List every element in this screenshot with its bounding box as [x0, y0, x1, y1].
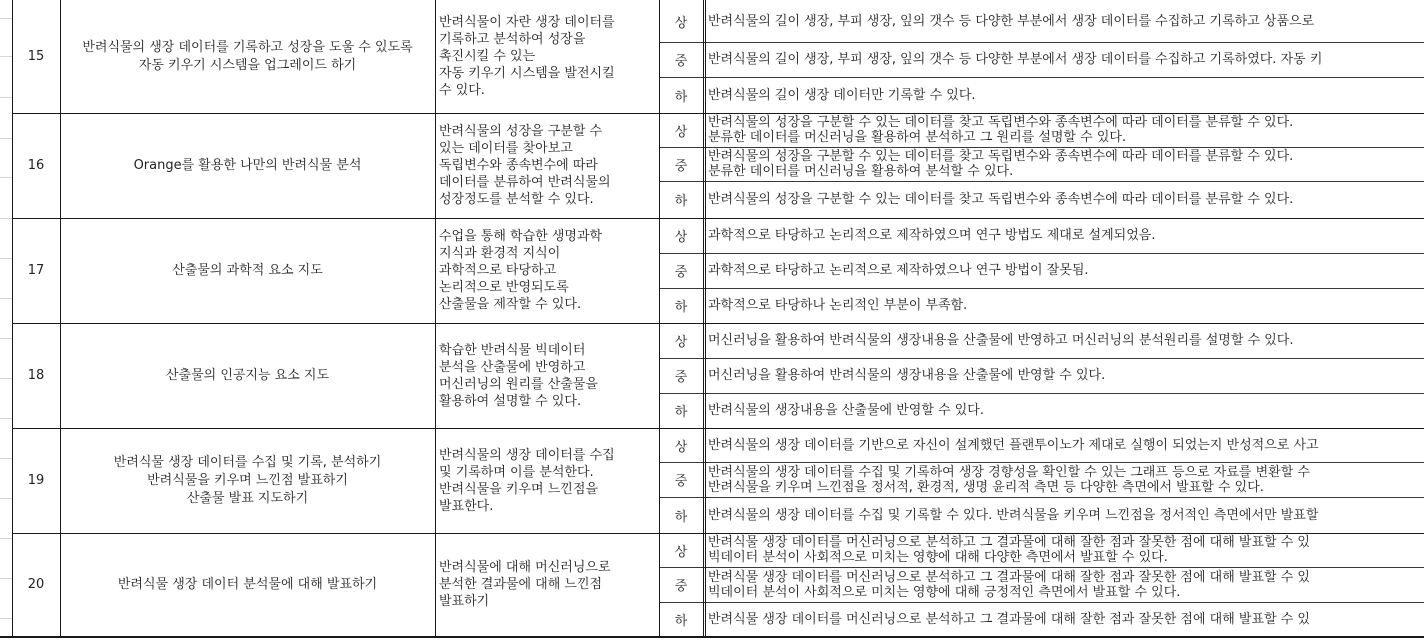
bottom-border	[0, 636, 1424, 638]
criteria-cell[interactable]	[704, 323, 1424, 358]
sub-row-divider	[659, 42, 1424, 43]
criteria-line: 빅데이터 분석이 사회적으로 미치는 영향에 대해 다양한 측면에서 발표할 수 있다.	[708, 550, 1168, 565]
row-number-cell[interactable]	[12, 428, 60, 533]
goal-line: 활용하여 설명할 수 있다.	[439, 393, 582, 409]
level-label: 상	[674, 15, 688, 31]
goal-line: 자동 키우기 시스템을 발전시킬	[439, 66, 615, 81]
row-number-cell[interactable]	[12, 0, 60, 113]
column-divider	[703, 0, 704, 636]
level-label: 중	[674, 54, 688, 69]
criteria-cell[interactable]	[704, 533, 1424, 567]
goal-line: 발표하기	[439, 594, 490, 609]
criteria-line: 빅데이터 분석이 사회적으로 미치는 영향에 대해 긍정적인 측면에서 발표할 수 있다.	[708, 584, 1181, 600]
goal-line: 데이터를 분류하여 반려식물의	[439, 175, 611, 190]
criteria-line: 반려식물의 길이 생장 데이터만 기록할 수 있다.	[708, 87, 976, 103]
criteria-cell[interactable]	[704, 462, 1424, 497]
level-cell[interactable]	[659, 533, 703, 567]
goal-line: 성장정도를 분석할 수 있다.	[439, 192, 594, 207]
criteria-cell[interactable]	[704, 147, 1424, 181]
criteria-line: 반려식물의 길이 생장, 부피 생장, 잎의 갯수 등 다양한 부분에서 생장 데이터를 수집하고 기록하였다. 자동 키	[708, 52, 1323, 67]
goal-line: 분석한 결과물에 대해 느낀점	[439, 577, 603, 592]
criteria-line: 과학적으로 타당하나 논리적인 부분이 부족함.	[708, 298, 968, 313]
sub-row-divider	[659, 288, 1424, 289]
row-number-cell[interactable]	[12, 218, 60, 323]
goal-line: 분석을 산출물에 반영하고	[439, 359, 586, 375]
criteria-line: 반려식물의 생장 데이터를 수집 및 기록할 수 있다. 반려식물을 키우며 느낀점을 정서적인 측면에서만 발표할	[708, 507, 1319, 523]
topic-cell[interactable]	[60, 113, 435, 218]
goal-cell[interactable]	[435, 533, 659, 636]
goal-line: 수 있다.	[439, 83, 485, 98]
row-number: 19	[27, 473, 45, 488]
level-cell[interactable]	[659, 253, 703, 288]
level-cell[interactable]	[659, 288, 703, 323]
criteria-cell[interactable]	[704, 0, 1424, 42]
gutter-gridline	[0, 97, 12, 98]
criteria-cell[interactable]	[704, 428, 1424, 462]
criteria-cell[interactable]	[704, 567, 1424, 602]
topic-cell[interactable]	[60, 0, 435, 113]
level-cell[interactable]	[659, 0, 703, 42]
column-divider	[435, 0, 436, 636]
level-cell[interactable]	[659, 358, 703, 393]
goal-line: 및 기록하며 이를 분석한다.	[439, 464, 594, 480]
gutter-gridline	[0, 56, 12, 57]
criteria-line: 반려식물의 생장 데이터를 기반으로 자신이 설계했던 플랜투이노가 제대로 실행이 되었는지 반성적으로 사고	[708, 437, 1319, 453]
criteria-line: 반려식물의 생장 데이터를 수집 및 기록하여 생장 경향성을 확인할 수 있는 그래프 등으로 자료를 변환할 수	[708, 464, 1310, 480]
gutter-gridline	[0, 498, 12, 499]
gutter-gridline	[0, 177, 12, 178]
column-divider	[12, 0, 13, 636]
goal-line: 학습한 반려식물 빅데이터	[439, 342, 586, 358]
sub-row-divider	[659, 253, 1424, 254]
goal-cell[interactable]	[435, 323, 659, 428]
goal-line: 머신러닝의 원리를 산출물을	[439, 376, 598, 392]
row-number: 20	[27, 577, 45, 592]
sub-row-divider	[659, 602, 1424, 603]
criteria-line: 반려식물 생장 데이터를 머신러닝으로 분석하고 그 결과물에 대해 잘한 점과 잘못한 점에 대해 발표할 수 있	[708, 569, 1310, 585]
criteria-line: 분류한 데이터를 머신러닝을 활용하여 분석하고 그 원리를 설명할 수 있다.	[708, 130, 1127, 145]
level-cell[interactable]	[659, 218, 703, 253]
criteria-line: 반려식물의 성장을 구분할 수 있는 데이터를 찾고 독립변수와 종속변수에 따라 데이터를 분류할 수 있다.	[708, 115, 1294, 130]
sub-row-divider	[659, 358, 1424, 359]
level-label: 중	[674, 474, 688, 489]
criteria-cell[interactable]	[704, 358, 1424, 393]
criteria-line: 과학적으로 타당하고 논리적으로 제작하였으나 연구 방법이 잘못됨.	[708, 263, 1089, 278]
level-label: 상	[674, 439, 688, 455]
topic-line: 산출물의 과학적 요소 지도	[172, 262, 323, 278]
criteria-line: 반려식물의 성장을 구분할 수 있는 데이터를 찾고 독립변수와 종속변수에 따라 데이터를 분류할 수 있다.	[708, 149, 1294, 164]
goal-line: 촉진시킬 수 있는	[439, 49, 536, 64]
level-cell[interactable]	[659, 428, 703, 462]
level-label: 상	[674, 335, 688, 350]
criteria-line: 반려식물의 성장을 구분할 수 있는 데이터를 찾고 독립변수와 종속변수에 따라 데이터를 분류할 수 있다.	[708, 192, 1294, 207]
topic-line: Orange를 활용한 나만의 반려식물 분석	[133, 157, 362, 173]
goal-line: 논리적으로 반영되도록	[439, 280, 569, 295]
level-label: 중	[674, 265, 688, 280]
row-number: 16	[27, 158, 45, 173]
goal-line: 반려식물에 대해 머신러닝으로	[439, 560, 611, 575]
level-cell[interactable]	[659, 497, 703, 533]
topic-cell[interactable]	[60, 533, 435, 636]
goal-line: 지식과 환경적 지식이	[439, 246, 561, 261]
level-label: 하	[674, 300, 688, 315]
level-label: 하	[674, 613, 688, 629]
topic-cell[interactable]	[60, 428, 435, 533]
criteria-line: 머신러닝을 활용하여 반려식물의 생장내용을 산출물에 반영할 수 있다.	[708, 368, 1106, 383]
level-cell[interactable]	[659, 602, 703, 636]
level-cell[interactable]	[659, 462, 703, 497]
criteria-line: 분류한 데이터를 머신러닝을 활용하여 분석할 수 있다.	[708, 164, 1014, 179]
row-number: 15	[27, 49, 45, 64]
goal-line: 반려식물의 생장 데이터를 수집	[439, 447, 615, 463]
sub-row-divider	[659, 497, 1424, 498]
criteria-cell[interactable]	[704, 77, 1424, 113]
topic-line: 자동 키우기 시스템을 업그레이드 하기	[138, 57, 357, 73]
criteria-cell[interactable]	[704, 288, 1424, 323]
gutter-gridline	[0, 618, 12, 619]
criteria-cell[interactable]	[704, 497, 1424, 533]
goal-line: 반려식물을 키우며 느낀점을	[439, 481, 598, 497]
sub-row-divider	[659, 77, 1424, 78]
topic-line: 산출물의 인공지능 요소 지도	[165, 367, 330, 383]
gutter-gridline	[0, 258, 12, 259]
sub-row-divider	[659, 181, 1424, 182]
topic-cell[interactable]	[60, 323, 435, 428]
gutter-gridline	[0, 338, 12, 339]
row-number-cell[interactable]	[12, 533, 60, 636]
sub-row-divider	[659, 147, 1424, 148]
goal-line: 기록하고 분석하여 성장을	[439, 32, 586, 47]
level-label: 상	[674, 544, 688, 560]
criteria-cell[interactable]	[704, 113, 1424, 147]
goal-cell[interactable]	[435, 0, 659, 113]
criteria-cell[interactable]	[704, 218, 1424, 253]
level-cell[interactable]	[659, 323, 703, 358]
level-label: 상	[674, 230, 688, 245]
level-cell[interactable]	[659, 181, 703, 218]
sub-row-divider	[659, 462, 1424, 463]
row-number: 18	[27, 368, 45, 383]
level-label: 중	[674, 370, 688, 385]
goal-line: 발표한다.	[439, 498, 494, 514]
criteria-cell[interactable]	[704, 253, 1424, 288]
criteria-line: 반려식물의 생장내용을 산출물에 반영할 수 있다.	[708, 403, 984, 418]
row-number: 17	[27, 263, 45, 278]
level-label: 하	[674, 89, 688, 105]
criteria-line: 과학적으로 타당하고 논리적으로 제작하였으며 연구 방법도 제대로 설계되었음.	[708, 228, 1156, 243]
level-cell[interactable]	[659, 567, 703, 602]
gutter-gridline	[0, 418, 12, 419]
goal-cell[interactable]	[435, 113, 659, 218]
goal-line: 산출물을 제작할 수 있다.	[439, 297, 582, 312]
level-cell[interactable]	[659, 77, 703, 113]
column-divider	[705, 0, 706, 636]
sub-row-divider	[659, 567, 1424, 568]
level-label: 중	[674, 579, 688, 594]
column-divider	[659, 0, 660, 636]
topic-line: 산출물 발표 지도하기	[186, 490, 309, 506]
criteria-cell[interactable]	[704, 602, 1424, 636]
level-label: 하	[674, 509, 688, 525]
topic-line: 반려식물 생장 데이터 분석물에 대해 발표하기	[117, 576, 378, 592]
criteria-line: 반려식물의 길이 생장, 부피 생장, 잎의 갯수 등 다양한 부분에서 생장 데이터를 수집하고 기록하고 상품으로	[708, 13, 1315, 29]
criteria-line: 반려식물을 키우며 느낀점을 정서적, 환경적, 생명 윤리적 측면 등 다양한 측면에서 발표할 수 있다.	[708, 479, 1264, 495]
sub-row-divider	[659, 393, 1424, 394]
goal-line: 과학적으로 타당하고	[439, 263, 557, 278]
topic-cell[interactable]	[60, 218, 435, 323]
level-cell[interactable]	[659, 147, 703, 181]
goal-line: 있는 데이터를 찾아보고	[439, 141, 573, 156]
topic-line: 반려식물의 생장 데이터를 기록하고 성장을 도울 수 있도록	[82, 39, 413, 55]
level-label: 중	[674, 158, 688, 174]
gutter-gridline	[0, 298, 12, 299]
criteria-line: 반려식물 생장 데이터를 머신러닝으로 분석하고 그 결과물에 대해 잘한 점과 잘못한 점에 대해 발표할 수 있	[708, 535, 1310, 550]
criteria-cell[interactable]	[704, 42, 1424, 77]
gutter-gridline	[0, 18, 12, 19]
topic-line: 반려식물을 키우며 느낀점 발표하기	[147, 472, 348, 488]
criteria-line: 머신러닝을 활용하여 반려식물의 생장내용을 산출물에 반영하고 머신러닝의 분석원리를 설명할 수 있다.	[708, 333, 1294, 348]
gutter-gridline	[0, 138, 12, 139]
goal-cell[interactable]	[435, 428, 659, 533]
goal-line: 반려식물이 자란 생장 데이터를	[439, 15, 615, 30]
column-divider	[60, 0, 61, 636]
level-label: 하	[674, 405, 688, 420]
row-number-cell[interactable]	[12, 113, 60, 218]
gutter-gridline	[0, 578, 12, 579]
level-label: 하	[674, 194, 688, 209]
goal-cell[interactable]	[435, 218, 659, 323]
level-cell[interactable]	[659, 393, 703, 428]
criteria-cell[interactable]	[704, 393, 1424, 428]
criteria-line: 반려식물 생장 데이터를 머신러닝으로 분석하고 그 결과물에 대해 잘한 점과 잘못한 점에 대해 발표할 수 있	[708, 611, 1310, 627]
level-cell[interactable]	[659, 42, 703, 77]
goal-line: 독립변수와 종속변수에 따라	[439, 158, 598, 173]
row-number-cell[interactable]	[12, 323, 60, 428]
gutter-gridline	[0, 378, 12, 379]
level-cell[interactable]	[659, 113, 703, 147]
criteria-cell[interactable]	[704, 181, 1424, 218]
gutter-gridline	[0, 458, 12, 459]
gutter-gridline	[0, 218, 12, 219]
goal-line: 반려식물의 성장을 구분할 수	[439, 124, 603, 139]
level-label: 상	[674, 124, 688, 140]
goal-line: 수업을 통해 학습한 생명과학	[439, 229, 603, 244]
topic-line: 반려식물 생장 데이터를 수집 및 기록, 분석하기	[113, 454, 382, 470]
gutter-gridline	[0, 538, 12, 539]
